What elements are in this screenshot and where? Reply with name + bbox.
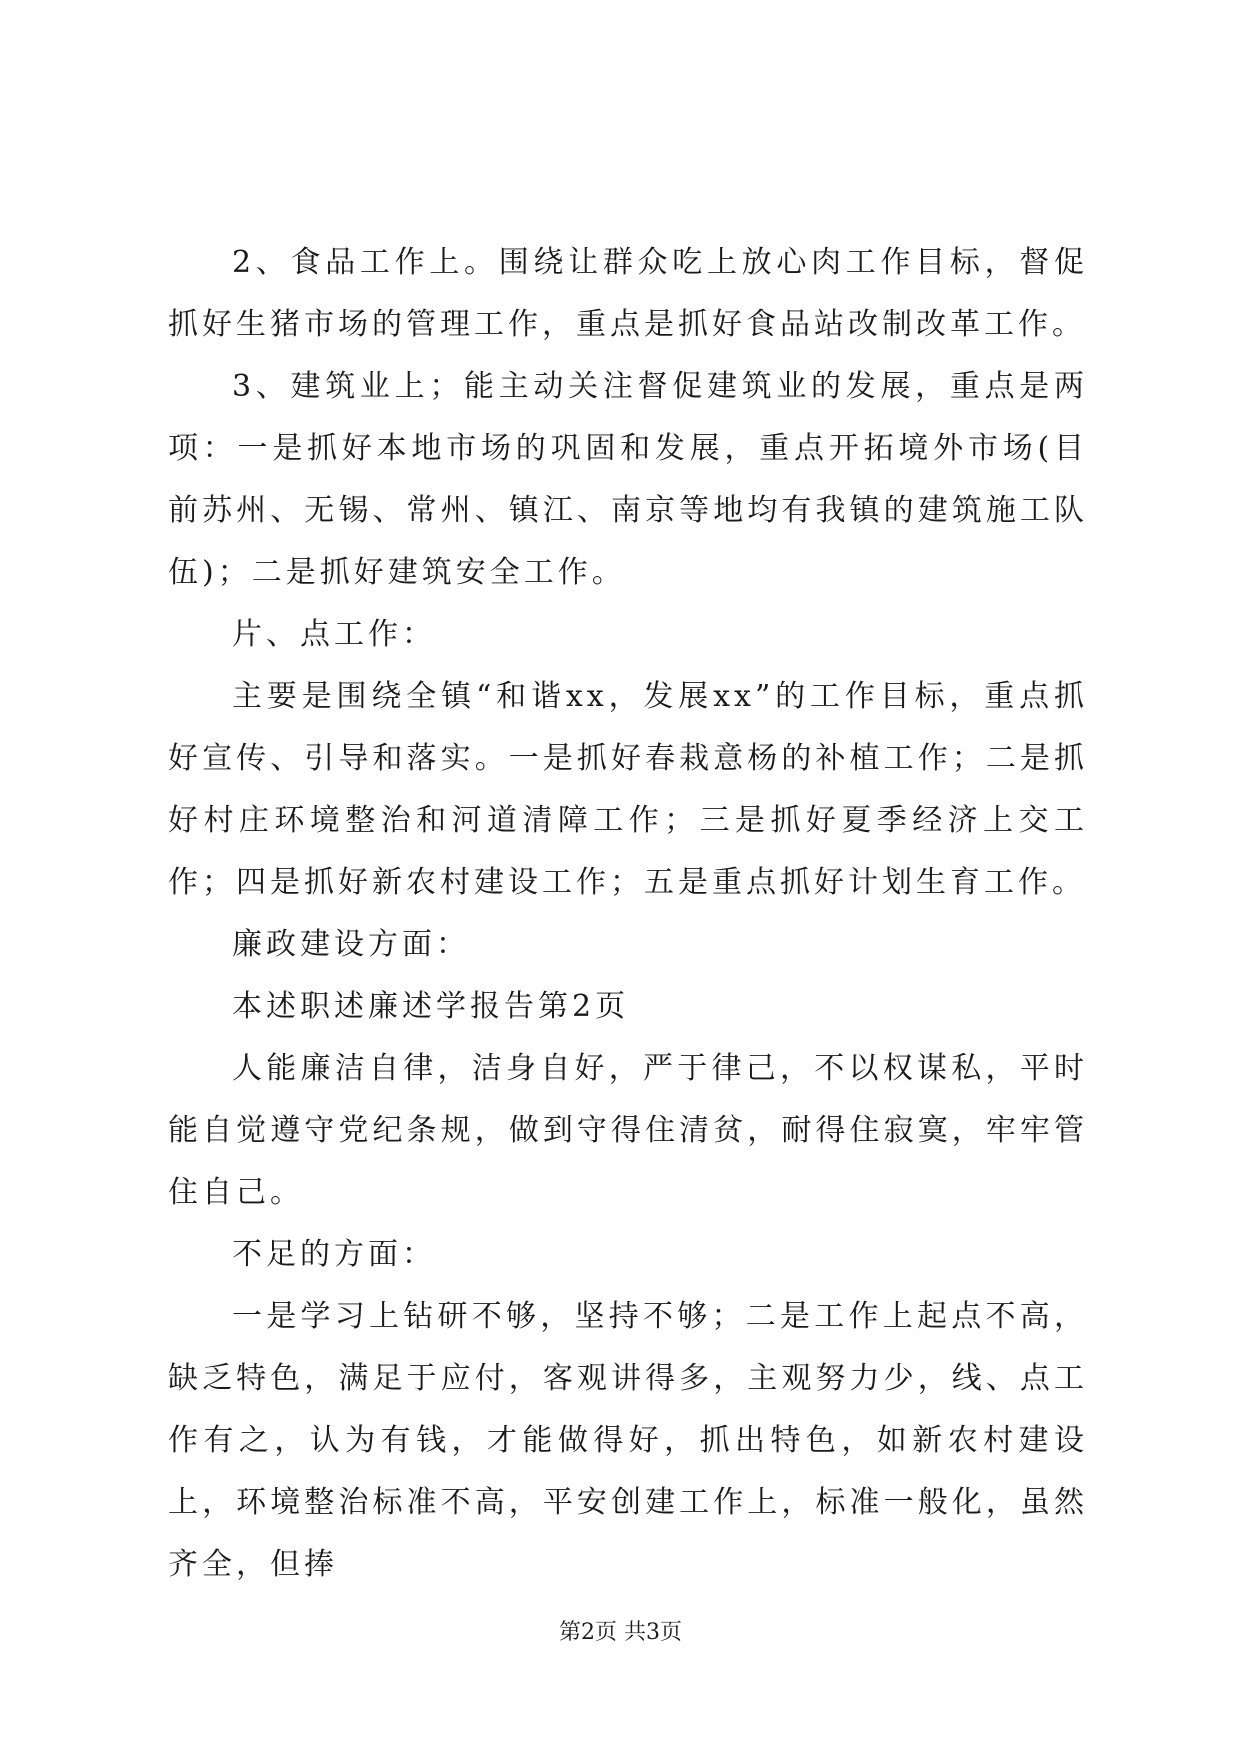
paragraph-area-work: 主要是围绕全镇“和谐xx，发展xx”的工作目标，重点抓好宣传、引导和落实。一是抓好春栽意杨的补植工作；二是抓好村庄环境整治和河道清障工作；三是抓好夏季经济上交工作；四是抓好新农村建设工作；五是重点抓好计划生育工作。 [168,679,1088,900]
paragraph-shortcomings: 一是学习上钻研不够，坚持不够；二是工作上起点不高，缺乏特色，满足于应付，客观讲得多，主观努力少，线、点工作有之，认为有钱，才能做得好，抓出特色，如新农村建设上，环境整治标准不高，平安创建工作上，标准一般化，虽然齐全，但捧 [168,1299,1088,1582]
heading-area-work: 片、点工作： [232,617,436,652]
page-footer: 第2页 共3页 [559,1620,682,1645]
paragraph-integrity: 人能廉洁自律，洁身自好，严于律己，不以权谋私，平时能自觉遵守党纪条规，做到守得住清贫，耐得住寂寞，牢牢管住自己。 [168,1051,1088,1210]
heading-shortcomings: 不足的方面： [232,1237,436,1272]
heading-integrity: 廉政建设方面： [232,927,470,962]
document-body [168,232,1088,1596]
paragraph-report-page-note: 本述职述廉述学报告第2页 [232,989,630,1024]
paragraph-construction: 3、建筑业上；能主动关注督促建筑业的发展，重点是两项：一是抓好本地市场的巩固和发展，重点开拓境外市场(目前苏州、无锡、常州、镇江、南京等地均有我镇的建筑施工队伍)；二是抓好建筑安全工作。 [168,369,1088,590]
paragraph-food-work: 2、食品工作上。围绕让群众吃上放心肉工作目标，督促抓好生猪市场的管理工作，重点是抓好食品站改制改革工作。 [168,245,1088,342]
